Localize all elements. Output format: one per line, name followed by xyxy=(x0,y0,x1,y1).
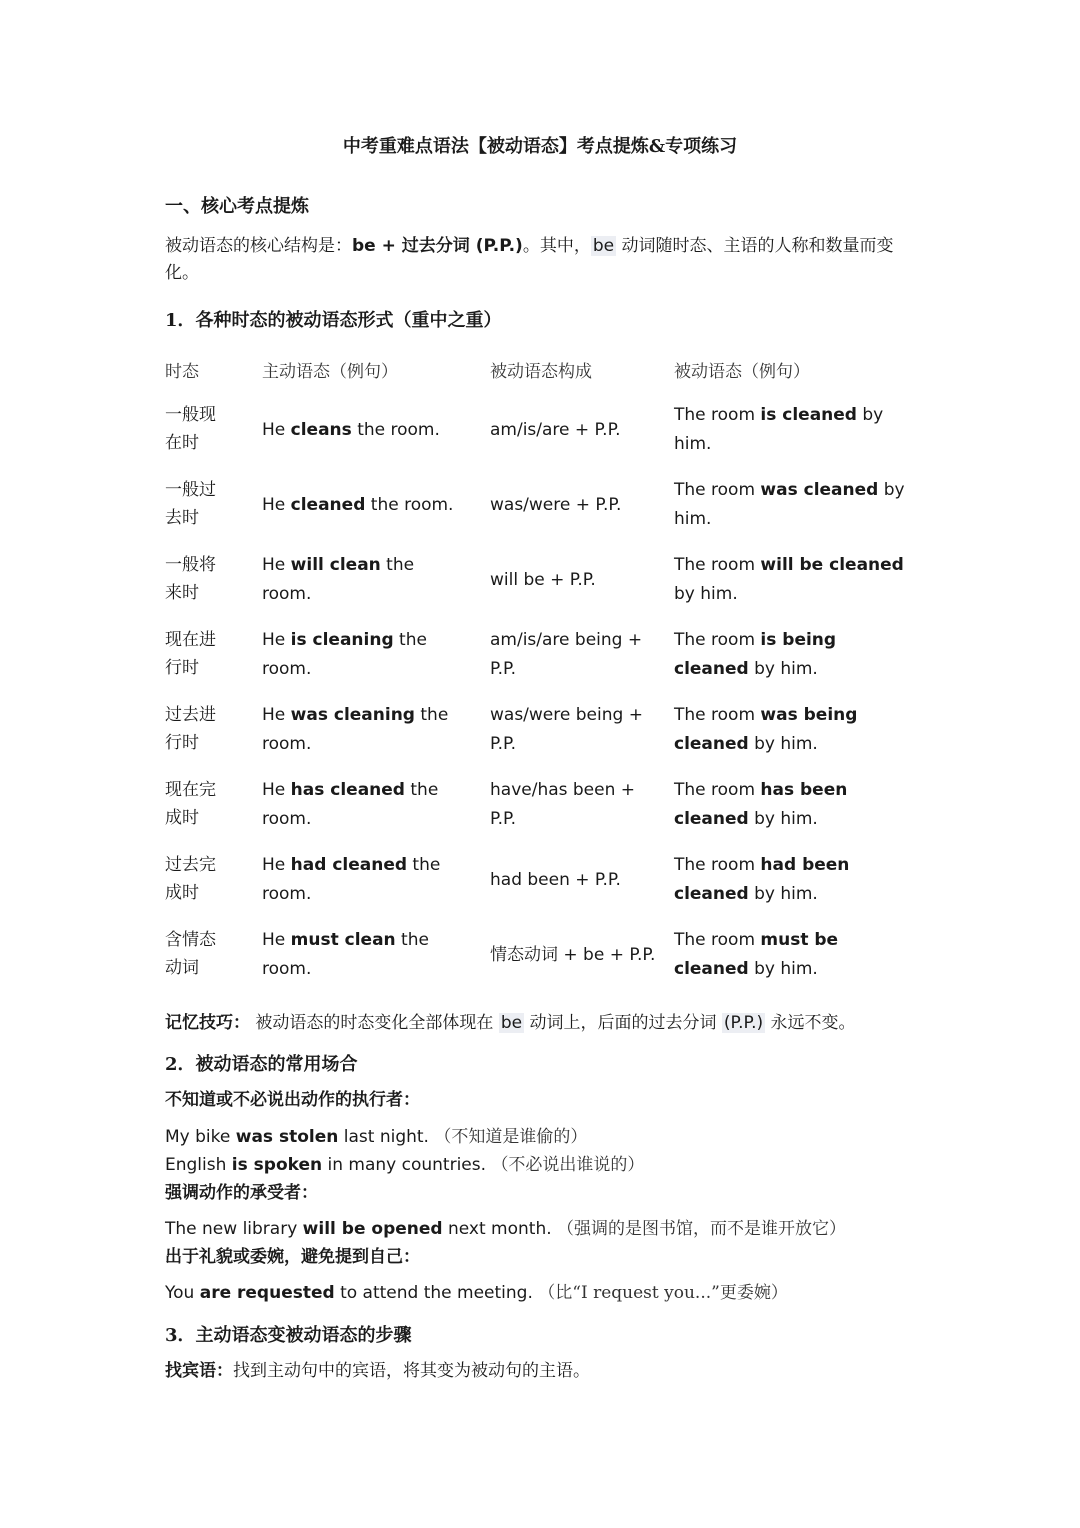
section-heading-core: 一、核心考点提炼 xyxy=(165,196,309,217)
verb-highlight: is cleaned xyxy=(760,405,857,425)
sentence-text: The room xyxy=(674,405,761,425)
sentence-text: （强调的是图书馆，而不是谁开放它） xyxy=(557,1219,847,1239)
verb-highlight: is being cleaned xyxy=(674,630,837,679)
tense-cell xyxy=(165,401,235,457)
sentence-text: the room. xyxy=(351,420,440,440)
tense-cell xyxy=(165,776,235,832)
tense-cell xyxy=(165,926,235,982)
passive-example-cell xyxy=(674,551,914,609)
table-header-active: 主动语态（例句） xyxy=(262,362,398,382)
verb-highlight: has cleaned xyxy=(290,780,405,800)
example-sentence xyxy=(165,1122,587,1147)
tense-name-line: 一般现 xyxy=(165,405,216,425)
sentence-text: The room xyxy=(674,780,761,800)
tense-cell xyxy=(165,626,235,682)
sentence-text: He xyxy=(262,705,291,725)
sentence-text: the room. xyxy=(262,555,415,604)
passive-form-cell: am/is/are being + P.P. xyxy=(490,630,643,679)
tense-cell xyxy=(165,551,235,607)
sentence-text: last night. xyxy=(338,1127,435,1147)
sentence-text: The room xyxy=(674,705,761,725)
memory-tip-text-c: 永远不变。 xyxy=(765,1013,856,1033)
sentence-text: the room. xyxy=(262,780,439,829)
tense-name-line: 来时 xyxy=(165,583,199,603)
passive-form-cell: have/has been + P.P. xyxy=(490,780,636,829)
sentence-text: My bike xyxy=(165,1127,236,1147)
sentence-text: He xyxy=(262,555,291,575)
passive-example-cell xyxy=(674,476,914,534)
example-sentence xyxy=(165,1214,846,1239)
sentence-text: by him. xyxy=(674,480,905,529)
sentence-text: the room. xyxy=(262,705,449,754)
sentence-text: the room. xyxy=(262,630,427,679)
verb-highlight: had cleaned xyxy=(290,855,408,875)
tense-name-line: 去时 xyxy=(165,508,199,528)
memory-tip xyxy=(165,1008,856,1033)
tense-name-line: 动词 xyxy=(165,958,199,978)
sentence-text: by him. xyxy=(674,584,738,604)
tense-name-line: 成时 xyxy=(165,883,199,903)
usage-case-politeness: 出于礼貌或委婉，避免提到自己： xyxy=(165,1247,420,1267)
verb-highlight: must be cleaned xyxy=(674,930,839,979)
intro-text-b: 。其中， xyxy=(522,236,591,256)
active-example-cell xyxy=(262,491,462,520)
sentence-text: by him. xyxy=(748,884,818,904)
step-find-object xyxy=(165,1356,590,1381)
verb-highlight: will clean xyxy=(290,555,381,575)
active-example-cell xyxy=(262,701,462,759)
sentence-text: He xyxy=(262,495,291,515)
active-example-cell xyxy=(262,551,462,609)
verb-highlight: is spoken xyxy=(231,1155,323,1175)
step-label: 找宾语： xyxy=(165,1361,233,1381)
sentence-text: in many countries. xyxy=(322,1155,492,1175)
memory-tip-label: 记忆技巧： xyxy=(165,1013,250,1033)
subsection-heading-tenses: 1．各种时态的被动语态形式（重中之重） xyxy=(165,310,502,331)
sentence-text: He xyxy=(262,855,291,875)
memory-tip-text-a: 被动语态的时态变化全部体现在 xyxy=(250,1013,499,1033)
tense-cell xyxy=(165,851,235,907)
sentence-text: （不知道是谁偷的） xyxy=(434,1127,588,1147)
passive-form-cell: was/were being + P.P. xyxy=(490,705,643,754)
verb-highlight: was cleaned xyxy=(760,480,879,500)
sentence-text: by him. xyxy=(748,809,818,829)
tense-name-line: 含情态 xyxy=(165,930,216,950)
intro-text-a: 被动语态的核心结构是： xyxy=(165,236,352,256)
sentence-text: the room. xyxy=(262,930,429,979)
tense-name-line: 过去进 xyxy=(165,705,216,725)
verb-highlight: is cleaning xyxy=(290,630,394,650)
sentence-text: He xyxy=(262,630,291,650)
sentence-text: The room xyxy=(674,930,761,950)
passive-example-cell xyxy=(674,851,914,909)
sentence-text: （比“I request you...”更委婉） xyxy=(538,1283,788,1303)
active-example-cell xyxy=(262,926,462,984)
passive-form-cell: had been + P.P. xyxy=(490,870,621,890)
memory-tip-text-b: 动词上，后面的过去分词 xyxy=(524,1013,722,1033)
table-header-form: 被动语态构成 xyxy=(490,362,592,382)
passive-form-cell: will be + P.P. xyxy=(490,570,596,590)
usage-case-emphasize-receiver: 强调动作的承受者： xyxy=(165,1183,318,1203)
sentence-text: He xyxy=(262,420,291,440)
passive-example-cell xyxy=(674,701,914,759)
sentence-text: next month. xyxy=(442,1219,558,1239)
verb-highlight: are requested xyxy=(199,1283,335,1303)
example-sentence xyxy=(165,1150,644,1175)
verb-highlight: cleaned xyxy=(290,495,366,515)
step-text: 找到主动句中的宾语，将其变为被动句的主语。 xyxy=(233,1361,590,1381)
table-header-passive: 被动语态（例句） xyxy=(674,362,810,382)
tense-name-line: 一般过 xyxy=(165,480,216,500)
verb-highlight: was being cleaned xyxy=(674,705,858,754)
tense-name-line: 成时 xyxy=(165,808,199,828)
passive-form-cell: am/is/are + P.P. xyxy=(490,420,621,440)
verb-highlight: cleans xyxy=(290,420,352,440)
sentence-text: （不必说出谁说的） xyxy=(491,1155,645,1175)
sentence-text: to attend the meeting. xyxy=(334,1283,539,1303)
sentence-text: He xyxy=(262,930,291,950)
verb-highlight: was stolen xyxy=(235,1127,339,1147)
active-example-cell xyxy=(262,626,462,684)
passive-form-cell: 情态动词 + be + P.P. xyxy=(490,945,656,965)
verb-highlight: must clean xyxy=(290,930,396,950)
memory-be-highlight: be xyxy=(500,1013,523,1033)
tense-name-line: 行时 xyxy=(165,658,199,678)
tense-name-line: 在时 xyxy=(165,433,199,453)
subsection-heading-steps: 3．主动语态变被动语态的步骤 xyxy=(165,1325,412,1346)
verb-highlight: will be cleaned xyxy=(760,555,904,575)
sentence-text: the room. xyxy=(365,495,454,515)
sentence-text: by him. xyxy=(748,959,818,979)
sentence-text: by him. xyxy=(748,659,818,679)
usage-case-unknown-agent: 不知道或不必说出动作的执行者： xyxy=(165,1090,420,1110)
sentence-text: by him. xyxy=(748,734,818,754)
passive-example-cell xyxy=(674,626,914,684)
memory-pp-highlight: (P.P.) xyxy=(723,1013,764,1033)
tense-name-line: 一般将 xyxy=(165,555,216,575)
verb-highlight: will be opened xyxy=(302,1219,443,1239)
sentence-text: He xyxy=(262,780,291,800)
tense-name-line: 现在完 xyxy=(165,780,216,800)
tense-name-line: 现在进 xyxy=(165,630,216,650)
verb-highlight: had been cleaned xyxy=(674,855,850,904)
sentence-text: The room xyxy=(674,555,761,575)
active-example-cell xyxy=(262,416,462,445)
passive-form-cell: was/were + P.P. xyxy=(490,495,622,515)
passive-example-cell xyxy=(674,926,914,984)
tense-name-line: 行时 xyxy=(165,733,199,753)
intro-formula: be + 过去分词 (P.P.) xyxy=(352,236,523,256)
passive-example-cell xyxy=(674,401,914,459)
tense-cell xyxy=(165,476,235,532)
page-title: 中考重难点语法【被动语态】考点提炼&专项练习 xyxy=(342,136,738,157)
example-sentence xyxy=(165,1278,788,1303)
subsection-heading-usage: 2．被动语态的常用场合 xyxy=(165,1054,358,1075)
tense-name-line: 过去完 xyxy=(165,855,216,875)
sentence-text: The room xyxy=(674,480,761,500)
verb-highlight: was cleaning xyxy=(290,705,415,725)
intro-be-highlight: be xyxy=(592,236,615,256)
sentence-text: by him. xyxy=(674,405,884,454)
verb-highlight: has been cleaned xyxy=(674,780,848,829)
sentence-text: You xyxy=(165,1283,200,1303)
sentence-text: English xyxy=(165,1155,232,1175)
sentence-text: the room. xyxy=(262,855,441,904)
intro-text-c: 动词随时态、主语的人称和数量而变化。 xyxy=(165,236,894,283)
sentence-text: The new library xyxy=(165,1219,303,1239)
active-example-cell xyxy=(262,776,462,834)
intro-paragraph xyxy=(165,233,925,287)
table-header-tense: 时态 xyxy=(165,362,199,382)
active-example-cell xyxy=(262,851,462,909)
sentence-text: The room xyxy=(674,630,761,650)
sentence-text: The room xyxy=(674,855,761,875)
passive-example-cell xyxy=(674,776,914,834)
tense-cell xyxy=(165,701,235,757)
